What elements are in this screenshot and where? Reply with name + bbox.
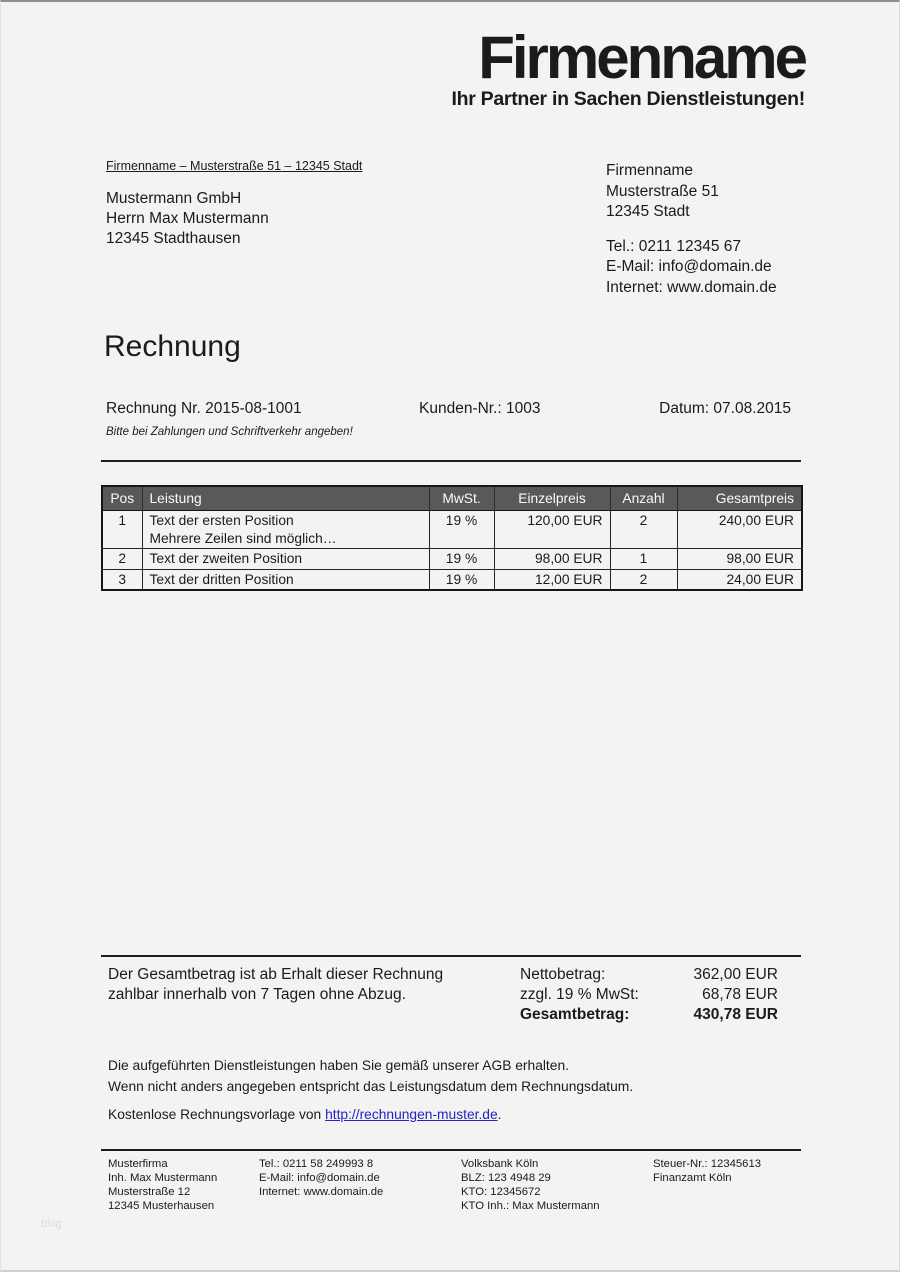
total-row-mwst — [520, 985, 778, 1005]
footer-line: Tel.: 0211 58 249993 8 — [259, 1158, 374, 1170]
cell-gesamtpreis: 240,00 EUR — [677, 511, 802, 549]
footer-company-column — [108, 1157, 217, 1213]
footer-line: 12345 Musterhausen — [108, 1200, 215, 1212]
total-label: Gesamtbetrag: — [520, 1006, 630, 1023]
cell-mwst: 19 % — [429, 549, 494, 570]
footer-line: Musterstraße 12 — [108, 1186, 191, 1198]
table-row — [102, 511, 802, 549]
invoice-date: Datum: 07.08.2015 — [659, 400, 791, 417]
column-header-gesamtpreis: Gesamtpreis — [677, 486, 802, 511]
company-logo-block — [451, 24, 805, 110]
company-contact-block — [606, 161, 777, 298]
table-row — [102, 569, 802, 590]
footer-line: KTO: 12345672 — [461, 1186, 541, 1198]
leistung-line: Mehrere Zeilen sind möglich… — [149, 530, 337, 546]
total-row-netto — [520, 965, 778, 985]
cell-einzelpreis: 12,00 EUR — [494, 569, 610, 590]
total-value: 362,00 EUR — [693, 966, 778, 983]
document-title: Rechnung — [104, 330, 241, 363]
template-credit-prefix: Kostenlose Rechnungsvorlage von — [108, 1107, 326, 1122]
company-address-line: Musterstraße 51 — [606, 182, 719, 200]
table-header-row — [102, 486, 802, 511]
customer-number: Kunden-Nr.: 1003 — [419, 400, 541, 417]
total-value: 68,78 EUR — [702, 986, 778, 1003]
invoice-meta-row — [106, 400, 791, 420]
total-label: zzgl. 19 % MwSt: — [520, 986, 639, 1003]
total-value: 430,78 EUR — [693, 1006, 778, 1023]
divider-above-footer — [101, 1149, 801, 1151]
cell-mwst: 19 % — [429, 569, 494, 590]
company-address-line: 12345 Stadt — [606, 203, 690, 220]
footer-bank-column — [461, 1157, 600, 1213]
footer-line: Musterfirma — [108, 1158, 168, 1170]
cell-pos: 1 — [102, 511, 142, 549]
recipient-line: 12345 Stadthausen — [106, 230, 241, 247]
cell-leistung: Text der dritten Position — [142, 569, 429, 590]
footer-line: Internet: www.domain.de — [259, 1186, 384, 1198]
cell-mwst: 19 % — [429, 511, 494, 549]
footer-line: Finanzamt Köln — [653, 1172, 732, 1184]
column-header-mwst: MwSt. — [429, 486, 494, 511]
footer-contact-column — [259, 1157, 383, 1199]
template-credit-link[interactable]: http://rechnungen-muster.de — [325, 1107, 498, 1122]
cell-pos: 2 — [102, 549, 142, 570]
footer-line: Steuer-Nr.: 12345613 — [653, 1158, 762, 1170]
cell-einzelpreis: 98,00 EUR — [494, 549, 610, 570]
cell-anzahl: 1 — [610, 549, 677, 570]
company-logo-text: Firmenname — [478, 24, 805, 91]
company-address-line: Firmenname — [606, 162, 693, 179]
cell-pos: 3 — [102, 569, 142, 590]
column-header-anzahl: Anzahl — [610, 486, 677, 511]
cell-anzahl: 2 — [610, 511, 677, 549]
column-header-leistung: Leistung — [142, 486, 429, 511]
payment-reference-note: Bitte bei Zahlungen und Schriftverkehr angeben! — [106, 426, 353, 438]
company-address — [606, 161, 777, 223]
footer-tax-column — [653, 1157, 761, 1185]
invoice-number: Rechnung Nr. 2015-08-1001 — [106, 400, 302, 417]
agb-line: Die aufgeführten Dienstleistungen haben Sie gemäß unserer AGB erhalten. — [108, 1058, 569, 1073]
line-items-table — [101, 485, 803, 591]
payment-terms — [108, 965, 443, 1005]
cell-leistung: Text der zweiten Position — [142, 549, 429, 570]
footer-line: BLZ: 123 4948 29 — [461, 1172, 551, 1184]
footer-line: E-Mail: info@domain.de — [259, 1172, 380, 1184]
divider-above-table — [101, 460, 801, 462]
company-email: E-Mail: info@domain.de — [606, 258, 772, 275]
company-contact-details — [606, 237, 777, 299]
payment-terms-line: zahlbar innerhalb von 7 Tagen ohne Abzug. — [108, 986, 406, 1003]
cell-einzelpreis: 120,00 EUR — [494, 511, 610, 549]
cell-gesamtpreis: 98,00 EUR — [677, 549, 802, 570]
footer-line: Inh. Max Mustermann — [108, 1172, 218, 1184]
total-label: Nettobetrag: — [520, 966, 606, 983]
divider-above-totals — [101, 955, 801, 957]
agb-line: Wenn nicht anders angegeben entspricht das Leistungsdatum dem Rechnungsdatum. — [108, 1079, 634, 1094]
recipient-address-block — [106, 189, 269, 249]
recipient-line: Mustermann GmbH — [106, 190, 242, 207]
company-tagline: Ihr Partner in Sachen Dienstleistungen! — [451, 88, 805, 110]
footer-line: Volksbank Köln — [461, 1158, 539, 1170]
recipient-line: Herrn Max Mustermann — [106, 210, 269, 227]
leistung-line: Text der ersten Position — [149, 513, 294, 528]
payment-terms-line: Der Gesamtbetrag ist ab Erhalt dieser Rechnung — [108, 966, 444, 983]
totals-block — [520, 965, 778, 1025]
company-website: Internet: www.domain.de — [606, 278, 777, 296]
table-row — [102, 549, 802, 570]
company-phone: Tel.: 0211 12345 67 — [606, 237, 742, 255]
template-credit-line — [108, 1107, 501, 1122]
total-row-gesamt — [520, 1005, 778, 1025]
watermark-text: blog — [41, 1218, 62, 1230]
cell-leistung — [142, 511, 429, 549]
sender-return-address: Firmenname – Musterstraße 51 – 12345 Stadt — [106, 159, 363, 173]
cell-gesamtpreis: 24,00 EUR — [677, 569, 802, 590]
agb-note — [108, 1055, 633, 1097]
column-header-einzelpreis: Einzelpreis — [494, 486, 610, 511]
template-credit-suffix: . — [497, 1107, 502, 1122]
footer-info — [108, 1157, 801, 1219]
footer-line: KTO Inh.: Max Mustermann — [461, 1200, 600, 1212]
cell-anzahl: 2 — [610, 569, 677, 590]
column-header-pos: Pos — [102, 486, 142, 511]
